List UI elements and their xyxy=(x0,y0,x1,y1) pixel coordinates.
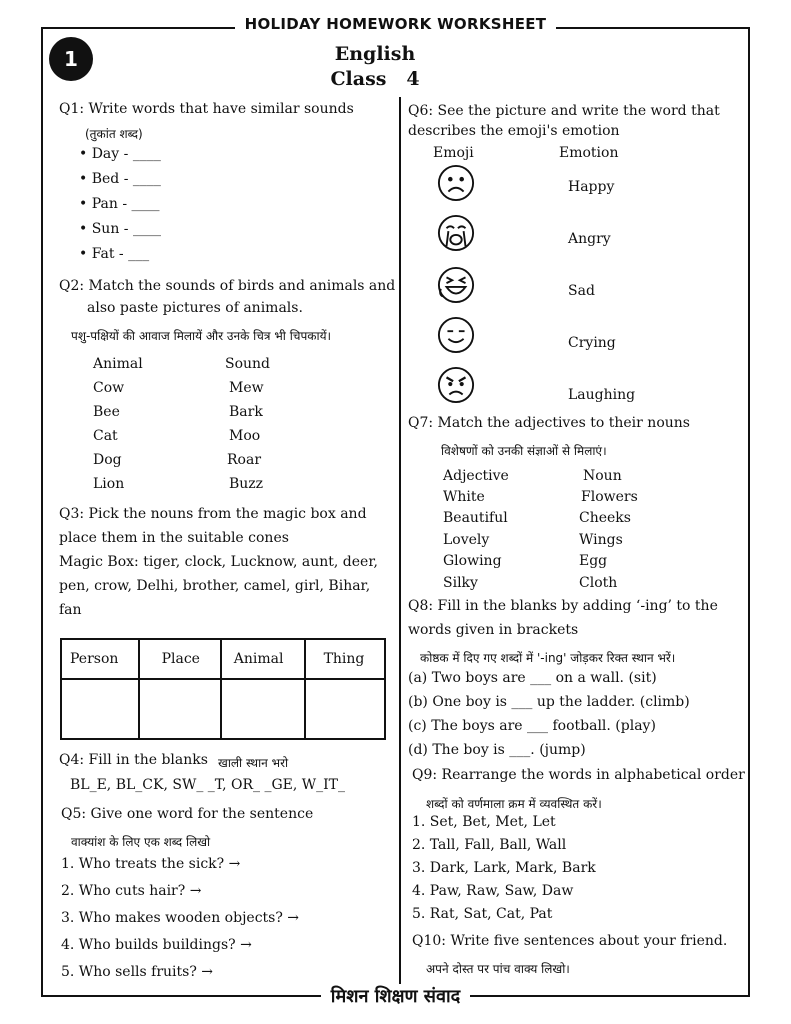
q8-item: (d) The boy is ___. (jump) xyxy=(408,742,586,758)
table-header: Animal xyxy=(221,639,305,679)
q7-hindi: विशेषणों को उनकी संज्ञाओं से मिलाएं। xyxy=(441,444,607,458)
q5-item: 2. Who cuts hair? → xyxy=(61,883,202,899)
q9-title: Q9: Rearrange the words in alphabetical order xyxy=(412,767,745,783)
q2-sound: Roar xyxy=(227,452,262,468)
q6-title: Q6: See the picture and write the word that xyxy=(408,103,720,119)
table-cell[interactable] xyxy=(139,679,221,739)
q8-item: (a) Two boys are ___ on a wall. (sit) xyxy=(408,670,657,686)
footer-brand: मिशन शिक्षण संवाद xyxy=(0,984,791,1008)
nouns-table xyxy=(60,638,386,740)
q5-title: Q5: Give one word for the sentence xyxy=(61,806,314,822)
q7-adjective: Silky xyxy=(443,575,478,591)
q3-magic-box-cont: fan xyxy=(59,602,82,618)
q9-hindi: शब्दों को वर्णमाला क्रम में व्यवस्थित करें। xyxy=(426,797,602,811)
crying-face-icon xyxy=(437,214,475,252)
worksheet-title: HOLIDAY HOMEWORK WORKSHEET xyxy=(0,15,791,33)
q1-hindi: (तुकांत शब्द) xyxy=(85,127,143,141)
q9-item: 2. Tall, Fall, Ball, Wall xyxy=(412,837,567,853)
q2-title-cont: also paste pictures of animals. xyxy=(87,300,303,316)
q2-title: Q2: Match the sounds of birds and animals and xyxy=(59,278,396,294)
q10-hindi: अपने दोस्त पर पांच वाक्य लिखो। xyxy=(426,962,570,976)
q3-magic-box-cont: pen, crow, Delhi, brother, camel, girl, Bihar, xyxy=(59,578,371,594)
q3-title: Q3: Pick the nouns from the magic box and xyxy=(59,506,367,522)
q6-emotion: Laughing xyxy=(568,387,636,403)
q7-noun: Wings xyxy=(579,532,623,548)
q2-sound: Buzz xyxy=(229,476,264,492)
q1-item: • Pan - ____ xyxy=(79,196,160,212)
table-cell[interactable] xyxy=(61,679,139,739)
q5-hindi: वाक्यांश के लिए एक शब्द लिखो xyxy=(71,835,211,849)
table-cell[interactable] xyxy=(221,679,305,739)
q3-title-cont: place them in the suitable cones xyxy=(59,530,289,546)
q7-adjective: Lovely xyxy=(443,532,490,548)
q1-item: • Bed - ____ xyxy=(79,171,161,187)
q2-col-header: Animal xyxy=(93,356,143,372)
q2-animal: Bee xyxy=(93,404,120,420)
table-header: Thing xyxy=(305,639,385,679)
q9-item: 1. Set, Bet, Met, Let xyxy=(412,814,556,830)
q4-words: BL_E, BL_CK, SW_ _T, OR_ _GE, W_IT_ xyxy=(70,777,346,793)
q8-title: Q8: Fill in the blanks by adding ‘-ing’ to the xyxy=(408,598,718,614)
q2-sound: Bark xyxy=(229,404,263,420)
q6-title-cont: describes the emoji's emotion xyxy=(408,123,620,139)
q2-sound: Mew xyxy=(229,380,264,396)
q8-title-cont: words given in brackets xyxy=(408,622,579,638)
q1-item: • Sun - ____ xyxy=(79,221,161,237)
table-header: Place xyxy=(139,639,221,679)
subject-heading: English xyxy=(334,43,416,65)
q7-adjective: White xyxy=(443,489,485,505)
angry-face-icon xyxy=(437,366,475,404)
q2-animal: Cow xyxy=(93,380,125,396)
q2-col-header: Sound xyxy=(225,356,271,372)
q4-title: Q4: Fill in the blanks xyxy=(59,752,208,768)
q7-adjective: Beautiful xyxy=(443,510,508,526)
q2-hindi: पशु-पक्षियों की आवाज मिलायें और उनके चित्र भी चिपकायें। xyxy=(71,329,332,343)
q4-hindi: खाली स्थान भरो xyxy=(218,756,289,770)
q8-item: (c) The boys are ___ football. (play) xyxy=(408,718,656,734)
q5-item: 1. Who treats the sick? → xyxy=(61,856,241,872)
laughing-face-icon xyxy=(437,266,475,304)
table-header: Person xyxy=(61,639,139,679)
q6-col-header: Emotion xyxy=(559,145,619,161)
sad-face-icon xyxy=(437,164,475,202)
q7-noun: Cheeks xyxy=(579,510,631,526)
q6-emotion: Crying xyxy=(568,335,616,351)
q6-emotion: Sad xyxy=(568,283,595,299)
q2-animal: Cat xyxy=(93,428,118,444)
q2-animal: Dog xyxy=(93,452,122,468)
class-heading: Class 4 xyxy=(330,68,420,90)
column-divider xyxy=(399,97,401,984)
q3-magic-box: Magic Box: tiger, clock, Lucknow, aunt, deer, xyxy=(59,554,378,570)
q2-sound: Moo xyxy=(229,428,261,444)
q10-title: Q10: Write five sentences about your friend. xyxy=(412,933,728,949)
q9-item: 5. Rat, Sat, Cat, Pat xyxy=(412,906,553,922)
q7-col-header: Noun xyxy=(583,468,622,484)
q5-item: 4. Who builds buildings? → xyxy=(61,937,252,953)
q6-emotion: Happy xyxy=(568,179,615,195)
q7-noun: Egg xyxy=(579,553,608,569)
q9-item: 3. Dark, Lark, Mark, Bark xyxy=(412,860,596,876)
q5-item: 5. Who sells fruits? → xyxy=(61,964,214,980)
q6-emotion: Angry xyxy=(568,231,611,247)
q2-animal: Lion xyxy=(93,476,125,492)
page-number-badge: 1 xyxy=(49,37,93,81)
q1-title: Q1: Write words that have similar sounds xyxy=(59,101,354,117)
q8-hindi: कोष्ठक में दिए गए शब्दों में '-ing' जोड़कर रिक्त स्थान भरें। xyxy=(420,651,676,665)
q7-title: Q7: Match the adjectives to their nouns xyxy=(408,415,690,431)
q7-noun: Cloth xyxy=(579,575,618,591)
q1-item: • Day - ____ xyxy=(79,146,161,162)
q7-noun: Flowers xyxy=(581,489,638,505)
q6-col-header: Emoji xyxy=(433,145,474,161)
table-cell[interactable] xyxy=(305,679,385,739)
q8-item: (b) One boy is ___ up the ladder. (climb) xyxy=(408,694,690,710)
q7-col-header: Adjective xyxy=(443,468,509,484)
q5-item: 3. Who makes wooden objects? → xyxy=(61,910,300,926)
smiling-face-icon xyxy=(437,316,475,354)
q7-adjective: Glowing xyxy=(443,553,502,569)
q1-item: • Fat - ___ xyxy=(79,246,150,262)
q9-item: 4. Paw, Raw, Saw, Daw xyxy=(412,883,574,899)
